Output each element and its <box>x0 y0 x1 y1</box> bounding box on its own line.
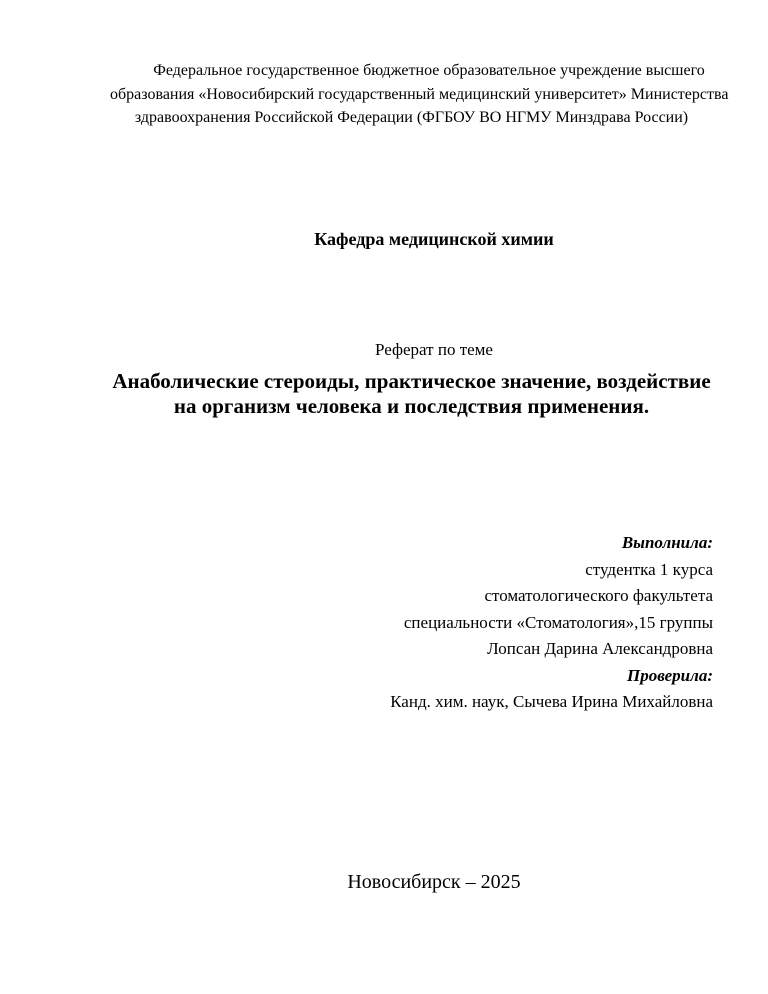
essay-title <box>110 369 713 419</box>
checked-by-line-name: Канд. хим. наук, Сычева Ирина Михайловна <box>390 692 713 711</box>
institution-header <box>110 59 729 130</box>
institution-header-line-3: здравоохранения Российской Федерации (ФГБОУ ВО НГМУ Минздрава России) <box>134 109 689 126</box>
department-title <box>110 227 713 251</box>
city-year-text: Новосибирск – 2025 <box>347 871 521 893</box>
performed-by-line-specialty: специальности «Стоматология»,15 группы <box>403 612 713 632</box>
essay-title-line-2: на организм человека и последствия применения. <box>173 394 650 418</box>
department-title-text: Кафедра медицинской химии <box>314 229 554 249</box>
credits-block <box>110 530 713 716</box>
essay-subject-label <box>110 338 713 362</box>
performed-by-line-name: Лопсан Дарина Александровна <box>487 639 713 658</box>
institution-header-line-1: Федеральное государственное бюджетное образовательное учреждение высшего <box>153 62 705 79</box>
checked-by-label: Проверила: <box>627 665 713 685</box>
institution-header-line-2: образования «Новосибирский государственный медицинский университет» Министерства <box>110 85 729 103</box>
performed-by-line-faculty: стоматологического факультета <box>484 586 713 605</box>
essay-subject-label-text: Реферат по теме <box>375 340 493 359</box>
city-year-footer <box>110 870 713 894</box>
essay-title-line-1: Анаболические стероиды, практическое значение, воздействие <box>112 369 711 393</box>
performed-by-line-course: студентка 1 курса <box>585 559 713 579</box>
performed-by-label: Выполнила: <box>621 533 713 552</box>
